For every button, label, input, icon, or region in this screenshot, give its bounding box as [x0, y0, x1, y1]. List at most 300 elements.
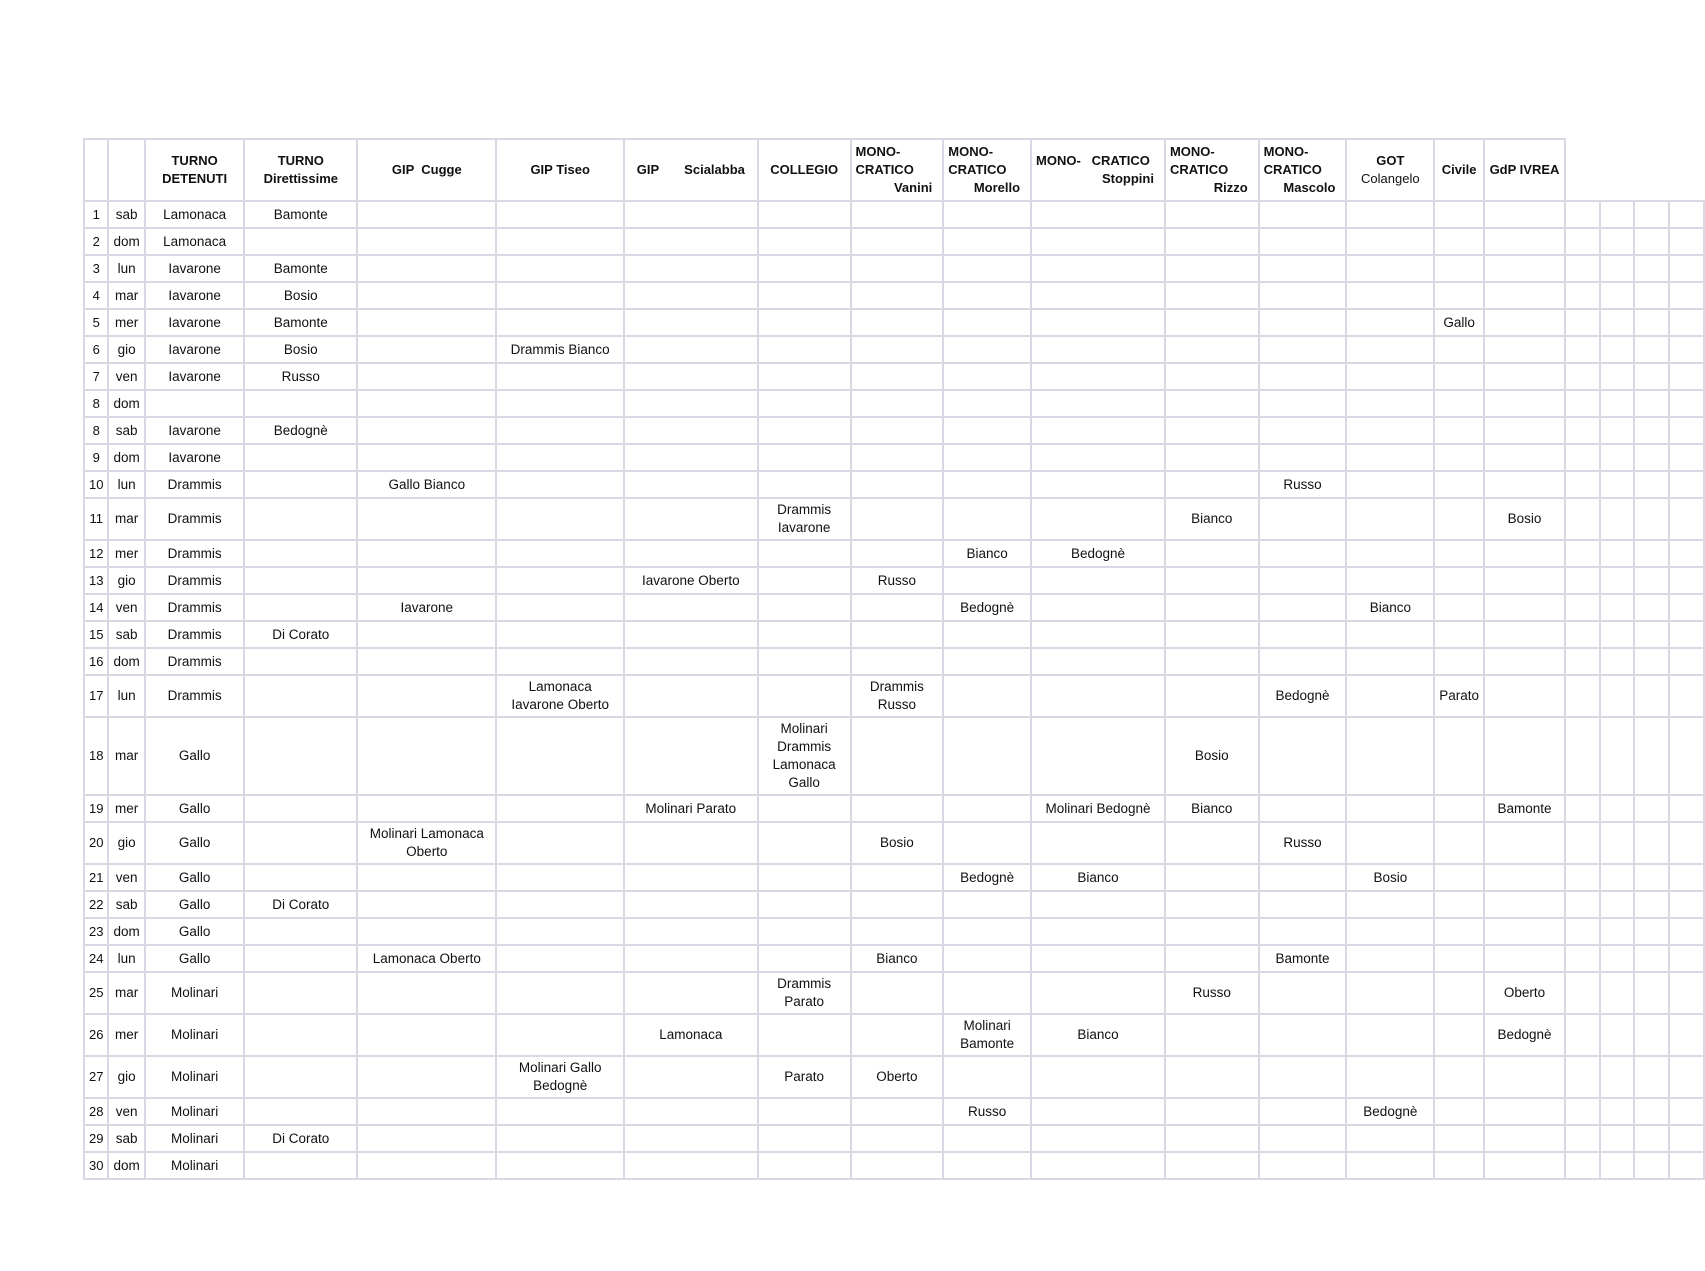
- cell-got-colangelo[interactable]: [1346, 228, 1434, 255]
- cell-mono-mascolo[interactable]: [1259, 918, 1347, 945]
- cell-mono-vanini[interactable]: [851, 1098, 944, 1125]
- cell-civile[interactable]: [1434, 567, 1484, 594]
- cell-extra-4[interactable]: [1669, 255, 1704, 282]
- cell-day-number[interactable]: 22: [84, 891, 108, 918]
- cell-extra-2[interactable]: [1600, 363, 1635, 390]
- cell-gip-cugge[interactable]: [357, 228, 496, 255]
- cell-extra-3[interactable]: [1634, 1014, 1669, 1056]
- cell-gip-scialabba[interactable]: [624, 540, 758, 567]
- cell-extra-1[interactable]: [1565, 309, 1600, 336]
- cell-got-colangelo[interactable]: [1346, 471, 1434, 498]
- cell-mono-morello[interactable]: [943, 1125, 1031, 1152]
- cell-mono-vanini[interactable]: [851, 891, 944, 918]
- cell-got-colangelo[interactable]: Bedognè: [1346, 1098, 1434, 1125]
- cell-turno-direttissime[interactable]: Di Corato: [244, 621, 357, 648]
- cell-mono-stoppini[interactable]: [1031, 282, 1165, 309]
- cell-mono-rizzo[interactable]: [1165, 648, 1259, 675]
- cell-mono-vanini[interactable]: [851, 795, 944, 822]
- cell-civile[interactable]: [1434, 594, 1484, 621]
- cell-got-colangelo[interactable]: [1346, 1125, 1434, 1152]
- cell-gip-tiseo[interactable]: [496, 567, 623, 594]
- cell-mono-rizzo[interactable]: Bianco: [1165, 795, 1259, 822]
- cell-weekday[interactable]: dom: [108, 444, 144, 471]
- cell-day-number[interactable]: 11: [84, 498, 108, 540]
- cell-weekday[interactable]: sab: [108, 201, 144, 228]
- cell-mono-rizzo[interactable]: [1165, 471, 1259, 498]
- cell-weekday[interactable]: ven: [108, 363, 144, 390]
- cell-gip-tiseo[interactable]: [496, 255, 623, 282]
- cell-weekday[interactable]: lun: [108, 255, 144, 282]
- cell-extra-2[interactable]: [1600, 540, 1635, 567]
- cell-mono-morello[interactable]: [943, 309, 1031, 336]
- cell-mono-rizzo[interactable]: [1165, 540, 1259, 567]
- cell-gip-tiseo[interactable]: [496, 201, 623, 228]
- cell-extra-1[interactable]: [1565, 891, 1600, 918]
- cell-mono-stoppini[interactable]: Bianco: [1031, 1014, 1165, 1056]
- cell-extra-4[interactable]: [1669, 1125, 1704, 1152]
- cell-extra-4[interactable]: [1669, 1098, 1704, 1125]
- cell-gdp-ivrea[interactable]: [1484, 471, 1565, 498]
- cell-gip-cugge[interactable]: [357, 1125, 496, 1152]
- cell-mono-morello[interactable]: [943, 336, 1031, 363]
- cell-weekday[interactable]: sab: [108, 621, 144, 648]
- cell-mono-vanini[interactable]: [851, 594, 944, 621]
- cell-gip-tiseo[interactable]: [496, 648, 623, 675]
- cell-mono-stoppini[interactable]: Bianco: [1031, 864, 1165, 891]
- cell-extra-2[interactable]: [1600, 648, 1635, 675]
- cell-mono-morello[interactable]: [943, 255, 1031, 282]
- cell-extra-3[interactable]: [1634, 1056, 1669, 1098]
- cell-weekday[interactable]: gio: [108, 336, 144, 363]
- cell-extra-1[interactable]: [1565, 945, 1600, 972]
- cell-weekday[interactable]: sab: [108, 891, 144, 918]
- cell-collegio[interactable]: [758, 1014, 851, 1056]
- cell-gip-tiseo[interactable]: [496, 891, 623, 918]
- cell-extra-1[interactable]: [1565, 594, 1600, 621]
- cell-extra-3[interactable]: [1634, 336, 1669, 363]
- cell-weekday[interactable]: dom: [108, 648, 144, 675]
- cell-turno-detenuti[interactable]: Drammis: [145, 471, 245, 498]
- cell-day-number[interactable]: 18: [84, 717, 108, 795]
- cell-weekday[interactable]: mer: [108, 540, 144, 567]
- cell-got-colangelo[interactable]: [1346, 972, 1434, 1014]
- cell-extra-1[interactable]: [1565, 822, 1600, 864]
- cell-mono-stoppini[interactable]: Molinari Bedognè: [1031, 795, 1165, 822]
- cell-got-colangelo[interactable]: [1346, 795, 1434, 822]
- cell-collegio[interactable]: Drammis Iavarone: [758, 498, 851, 540]
- cell-gdp-ivrea[interactable]: [1484, 1125, 1565, 1152]
- cell-mono-mascolo[interactable]: Russo: [1259, 822, 1347, 864]
- cell-extra-3[interactable]: [1634, 282, 1669, 309]
- cell-extra-3[interactable]: [1634, 201, 1669, 228]
- cell-gip-scialabba[interactable]: [624, 972, 758, 1014]
- cell-turno-direttissime[interactable]: Di Corato: [244, 891, 357, 918]
- cell-extra-4[interactable]: [1669, 891, 1704, 918]
- cell-gip-tiseo[interactable]: [496, 795, 623, 822]
- cell-mono-stoppini[interactable]: [1031, 567, 1165, 594]
- cell-day-number[interactable]: 19: [84, 795, 108, 822]
- cell-extra-1[interactable]: [1565, 1152, 1600, 1179]
- cell-mono-mascolo[interactable]: Bedognè: [1259, 675, 1347, 717]
- cell-gip-cugge[interactable]: [357, 621, 496, 648]
- cell-mono-stoppini[interactable]: [1031, 309, 1165, 336]
- cell-extra-4[interactable]: [1669, 336, 1704, 363]
- cell-turno-detenuti[interactable]: Gallo: [145, 795, 245, 822]
- cell-extra-2[interactable]: [1600, 1098, 1635, 1125]
- cell-weekday[interactable]: dom: [108, 390, 144, 417]
- cell-gdp-ivrea[interactable]: [1484, 621, 1565, 648]
- cell-gip-cugge[interactable]: [357, 1014, 496, 1056]
- cell-mono-mascolo[interactable]: [1259, 1125, 1347, 1152]
- cell-turno-detenuti[interactable]: Molinari: [145, 1014, 245, 1056]
- cell-gip-cugge[interactable]: [357, 1056, 496, 1098]
- cell-civile[interactable]: [1434, 795, 1484, 822]
- cell-mono-stoppini[interactable]: [1031, 945, 1165, 972]
- cell-got-colangelo[interactable]: [1346, 717, 1434, 795]
- cell-extra-4[interactable]: [1669, 945, 1704, 972]
- cell-extra-2[interactable]: [1600, 675, 1635, 717]
- cell-gip-tiseo[interactable]: [496, 1152, 623, 1179]
- cell-turno-detenuti[interactable]: Iavarone: [145, 336, 245, 363]
- cell-mono-morello[interactable]: [943, 822, 1031, 864]
- cell-civile[interactable]: [1434, 864, 1484, 891]
- cell-extra-2[interactable]: [1600, 471, 1635, 498]
- cell-mono-morello[interactable]: Molinari Bamonte: [943, 1014, 1031, 1056]
- cell-mono-mascolo[interactable]: [1259, 363, 1347, 390]
- cell-mono-rizzo[interactable]: [1165, 567, 1259, 594]
- cell-extra-1[interactable]: [1565, 972, 1600, 1014]
- cell-extra-3[interactable]: [1634, 795, 1669, 822]
- cell-mono-rizzo[interactable]: [1165, 1098, 1259, 1125]
- cell-collegio[interactable]: [758, 1152, 851, 1179]
- cell-mono-vanini[interactable]: [851, 390, 944, 417]
- cell-mono-vanini[interactable]: [851, 918, 944, 945]
- cell-weekday[interactable]: sab: [108, 1125, 144, 1152]
- cell-gip-tiseo[interactable]: [496, 1098, 623, 1125]
- cell-extra-1[interactable]: [1565, 621, 1600, 648]
- cell-gip-cugge[interactable]: [357, 1152, 496, 1179]
- cell-mono-stoppini[interactable]: [1031, 255, 1165, 282]
- cell-got-colangelo[interactable]: [1346, 498, 1434, 540]
- cell-mono-rizzo[interactable]: [1165, 309, 1259, 336]
- cell-extra-2[interactable]: [1600, 390, 1635, 417]
- cell-day-number[interactable]: 8: [84, 417, 108, 444]
- cell-mono-mascolo[interactable]: [1259, 594, 1347, 621]
- cell-mono-morello[interactable]: [943, 201, 1031, 228]
- cell-extra-3[interactable]: [1634, 822, 1669, 864]
- cell-turno-detenuti[interactable]: Gallo: [145, 717, 245, 795]
- cell-turno-direttissime[interactable]: [244, 471, 357, 498]
- cell-weekday[interactable]: mer: [108, 795, 144, 822]
- cell-gdp-ivrea[interactable]: [1484, 864, 1565, 891]
- cell-gip-tiseo[interactable]: [496, 309, 623, 336]
- cell-gdp-ivrea[interactable]: [1484, 567, 1565, 594]
- cell-got-colangelo[interactable]: Bianco: [1346, 594, 1434, 621]
- cell-weekday[interactable]: dom: [108, 228, 144, 255]
- cell-day-number[interactable]: 20: [84, 822, 108, 864]
- cell-gdp-ivrea[interactable]: [1484, 255, 1565, 282]
- cell-extra-3[interactable]: [1634, 228, 1669, 255]
- cell-mono-rizzo[interactable]: [1165, 417, 1259, 444]
- cell-extra-4[interactable]: [1669, 795, 1704, 822]
- cell-extra-1[interactable]: [1565, 1056, 1600, 1098]
- cell-gip-tiseo[interactable]: Drammis Bianco: [496, 336, 623, 363]
- cell-gdp-ivrea[interactable]: [1484, 891, 1565, 918]
- cell-got-colangelo[interactable]: [1346, 309, 1434, 336]
- cell-mono-morello[interactable]: [943, 918, 1031, 945]
- cell-gip-scialabba[interactable]: [624, 822, 758, 864]
- cell-gdp-ivrea[interactable]: [1484, 945, 1565, 972]
- cell-extra-4[interactable]: [1669, 498, 1704, 540]
- cell-gip-cugge[interactable]: [357, 795, 496, 822]
- cell-got-colangelo[interactable]: [1346, 363, 1434, 390]
- cell-gip-tiseo[interactable]: [496, 282, 623, 309]
- cell-mono-stoppini[interactable]: [1031, 891, 1165, 918]
- cell-gip-scialabba[interactable]: [624, 1056, 758, 1098]
- cell-mono-vanini[interactable]: [851, 621, 944, 648]
- cell-gip-scialabba[interactable]: [624, 201, 758, 228]
- cell-mono-morello[interactable]: Bedognè: [943, 864, 1031, 891]
- cell-extra-3[interactable]: [1634, 390, 1669, 417]
- cell-gip-scialabba[interactable]: [624, 594, 758, 621]
- cell-mono-mascolo[interactable]: [1259, 228, 1347, 255]
- cell-day-number[interactable]: 21: [84, 864, 108, 891]
- cell-mono-stoppini[interactable]: [1031, 336, 1165, 363]
- cell-civile[interactable]: [1434, 228, 1484, 255]
- cell-turno-direttissime[interactable]: [244, 567, 357, 594]
- cell-mono-morello[interactable]: [943, 228, 1031, 255]
- cell-civile[interactable]: [1434, 621, 1484, 648]
- cell-mono-morello[interactable]: [943, 363, 1031, 390]
- cell-mono-stoppini[interactable]: [1031, 822, 1165, 864]
- cell-day-number[interactable]: 25: [84, 972, 108, 1014]
- cell-turno-direttissime[interactable]: [244, 864, 357, 891]
- cell-day-number[interactable]: 12: [84, 540, 108, 567]
- cell-gip-cugge[interactable]: [357, 363, 496, 390]
- cell-turno-direttissime[interactable]: Bamonte: [244, 201, 357, 228]
- cell-collegio[interactable]: [758, 201, 851, 228]
- cell-day-number[interactable]: 24: [84, 945, 108, 972]
- cell-turno-direttissime[interactable]: [244, 918, 357, 945]
- cell-extra-1[interactable]: [1565, 390, 1600, 417]
- cell-weekday[interactable]: ven: [108, 594, 144, 621]
- cell-gip-cugge[interactable]: [357, 1098, 496, 1125]
- cell-civile[interactable]: [1434, 918, 1484, 945]
- cell-turno-direttissime[interactable]: [244, 795, 357, 822]
- cell-mono-rizzo[interactable]: [1165, 228, 1259, 255]
- cell-civile[interactable]: [1434, 1014, 1484, 1056]
- cell-mono-mascolo[interactable]: [1259, 648, 1347, 675]
- cell-extra-4[interactable]: [1669, 444, 1704, 471]
- cell-mono-stoppini[interactable]: [1031, 1056, 1165, 1098]
- cell-mono-mascolo[interactable]: [1259, 1056, 1347, 1098]
- cell-mono-vanini[interactable]: [851, 336, 944, 363]
- cell-civile[interactable]: [1434, 1098, 1484, 1125]
- cell-got-colangelo[interactable]: [1346, 648, 1434, 675]
- cell-mono-mascolo[interactable]: [1259, 444, 1347, 471]
- cell-mono-mascolo[interactable]: [1259, 255, 1347, 282]
- cell-gip-tiseo[interactable]: [496, 417, 623, 444]
- cell-mono-mascolo[interactable]: [1259, 891, 1347, 918]
- cell-collegio[interactable]: [758, 864, 851, 891]
- cell-mono-mascolo[interactable]: [1259, 621, 1347, 648]
- cell-mono-stoppini[interactable]: [1031, 717, 1165, 795]
- cell-gip-cugge[interactable]: [357, 540, 496, 567]
- cell-civile[interactable]: [1434, 417, 1484, 444]
- cell-extra-2[interactable]: [1600, 567, 1635, 594]
- cell-turno-detenuti[interactable]: Iavarone: [145, 444, 245, 471]
- cell-mono-morello[interactable]: [943, 675, 1031, 717]
- cell-turno-detenuti[interactable]: Gallo: [145, 864, 245, 891]
- cell-gip-cugge[interactable]: [357, 417, 496, 444]
- cell-turno-direttissime[interactable]: [244, 717, 357, 795]
- cell-collegio[interactable]: [758, 471, 851, 498]
- cell-collegio[interactable]: [758, 363, 851, 390]
- cell-mono-vanini[interactable]: [851, 201, 944, 228]
- cell-weekday[interactable]: lun: [108, 471, 144, 498]
- cell-gip-scialabba[interactable]: [624, 648, 758, 675]
- cell-civile[interactable]: Gallo: [1434, 309, 1484, 336]
- cell-mono-morello[interactable]: [943, 891, 1031, 918]
- cell-civile[interactable]: [1434, 471, 1484, 498]
- cell-gip-cugge[interactable]: [357, 675, 496, 717]
- cell-mono-stoppini[interactable]: [1031, 594, 1165, 621]
- cell-mono-vanini[interactable]: [851, 1014, 944, 1056]
- cell-mono-vanini[interactable]: [851, 363, 944, 390]
- cell-got-colangelo[interactable]: [1346, 918, 1434, 945]
- cell-extra-3[interactable]: [1634, 1098, 1669, 1125]
- cell-mono-mascolo[interactable]: [1259, 201, 1347, 228]
- cell-extra-4[interactable]: [1669, 309, 1704, 336]
- cell-gdp-ivrea[interactable]: [1484, 594, 1565, 621]
- cell-got-colangelo[interactable]: [1346, 891, 1434, 918]
- cell-mono-vanini[interactable]: [851, 1152, 944, 1179]
- cell-day-number[interactable]: 1: [84, 201, 108, 228]
- cell-mono-rizzo[interactable]: [1165, 1056, 1259, 1098]
- cell-extra-1[interactable]: [1565, 1125, 1600, 1152]
- cell-collegio[interactable]: [758, 390, 851, 417]
- cell-gip-cugge[interactable]: [357, 972, 496, 1014]
- cell-extra-4[interactable]: [1669, 567, 1704, 594]
- cell-collegio[interactable]: [758, 648, 851, 675]
- cell-day-number[interactable]: 13: [84, 567, 108, 594]
- cell-mono-rizzo[interactable]: [1165, 444, 1259, 471]
- cell-extra-2[interactable]: [1600, 1125, 1635, 1152]
- cell-day-number[interactable]: 4: [84, 282, 108, 309]
- cell-collegio[interactable]: [758, 945, 851, 972]
- cell-mono-mascolo[interactable]: [1259, 972, 1347, 1014]
- cell-civile[interactable]: [1434, 282, 1484, 309]
- cell-mono-mascolo[interactable]: Russo: [1259, 471, 1347, 498]
- cell-extra-2[interactable]: [1600, 945, 1635, 972]
- cell-extra-2[interactable]: [1600, 1014, 1635, 1056]
- cell-weekday[interactable]: lun: [108, 675, 144, 717]
- cell-mono-stoppini[interactable]: [1031, 1098, 1165, 1125]
- cell-civile[interactable]: [1434, 444, 1484, 471]
- cell-mono-rizzo[interactable]: [1165, 918, 1259, 945]
- cell-turno-detenuti[interactable]: Lamonaca: [145, 201, 245, 228]
- cell-mono-mascolo[interactable]: Bamonte: [1259, 945, 1347, 972]
- cell-extra-4[interactable]: [1669, 540, 1704, 567]
- cell-turno-detenuti[interactable]: Drammis: [145, 498, 245, 540]
- cell-extra-1[interactable]: [1565, 471, 1600, 498]
- cell-turno-detenuti[interactable]: Gallo: [145, 918, 245, 945]
- cell-mono-mascolo[interactable]: [1259, 1152, 1347, 1179]
- cell-gdp-ivrea[interactable]: [1484, 717, 1565, 795]
- cell-extra-2[interactable]: [1600, 201, 1635, 228]
- cell-gip-cugge[interactable]: Lamonaca Oberto: [357, 945, 496, 972]
- cell-mono-morello[interactable]: [943, 648, 1031, 675]
- cell-gdp-ivrea[interactable]: [1484, 390, 1565, 417]
- cell-got-colangelo[interactable]: [1346, 945, 1434, 972]
- cell-mono-vanini[interactable]: Drammis Russo: [851, 675, 944, 717]
- cell-mono-stoppini[interactable]: [1031, 918, 1165, 945]
- cell-civile[interactable]: [1434, 1125, 1484, 1152]
- cell-civile[interactable]: [1434, 972, 1484, 1014]
- cell-gdp-ivrea[interactable]: [1484, 282, 1565, 309]
- cell-mono-mascolo[interactable]: [1259, 1014, 1347, 1056]
- cell-mono-vanini[interactable]: [851, 540, 944, 567]
- cell-turno-detenuti[interactable]: Molinari: [145, 972, 245, 1014]
- cell-mono-rizzo[interactable]: [1165, 1125, 1259, 1152]
- cell-got-colangelo[interactable]: [1346, 336, 1434, 363]
- cell-extra-3[interactable]: [1634, 972, 1669, 1014]
- cell-turno-direttissime[interactable]: [244, 390, 357, 417]
- cell-civile[interactable]: [1434, 390, 1484, 417]
- cell-collegio[interactable]: [758, 309, 851, 336]
- cell-gip-scialabba[interactable]: [624, 390, 758, 417]
- cell-mono-morello[interactable]: [943, 417, 1031, 444]
- cell-civile[interactable]: [1434, 363, 1484, 390]
- cell-extra-1[interactable]: [1565, 255, 1600, 282]
- cell-mono-rizzo[interactable]: Russo: [1165, 972, 1259, 1014]
- cell-turno-detenuti[interactable]: Drammis: [145, 594, 245, 621]
- cell-mono-vanini[interactable]: [851, 972, 944, 1014]
- cell-extra-3[interactable]: [1634, 444, 1669, 471]
- cell-mono-vanini[interactable]: [851, 1125, 944, 1152]
- cell-turno-direttissime[interactable]: [244, 1014, 357, 1056]
- cell-extra-4[interactable]: [1669, 417, 1704, 444]
- cell-extra-4[interactable]: [1669, 972, 1704, 1014]
- cell-extra-4[interactable]: [1669, 228, 1704, 255]
- cell-mono-morello[interactable]: [943, 471, 1031, 498]
- cell-collegio[interactable]: Molinari Drammis Lamonaca Gallo: [758, 717, 851, 795]
- cell-mono-rizzo[interactable]: [1165, 1014, 1259, 1056]
- cell-mono-stoppini[interactable]: [1031, 363, 1165, 390]
- cell-gip-tiseo[interactable]: [496, 498, 623, 540]
- cell-collegio[interactable]: [758, 336, 851, 363]
- cell-extra-2[interactable]: [1600, 918, 1635, 945]
- cell-civile[interactable]: [1434, 540, 1484, 567]
- cell-gip-cugge[interactable]: [357, 864, 496, 891]
- cell-extra-4[interactable]: [1669, 717, 1704, 795]
- cell-mono-rizzo[interactable]: [1165, 675, 1259, 717]
- cell-turno-detenuti[interactable]: Gallo: [145, 822, 245, 864]
- cell-mono-morello[interactable]: [943, 621, 1031, 648]
- cell-turno-detenuti[interactable]: Molinari: [145, 1098, 245, 1125]
- cell-turno-detenuti[interactable]: Drammis: [145, 648, 245, 675]
- cell-mono-stoppini[interactable]: Bedognè: [1031, 540, 1165, 567]
- cell-civile[interactable]: [1434, 1152, 1484, 1179]
- cell-extra-1[interactable]: [1565, 675, 1600, 717]
- cell-day-number[interactable]: 29: [84, 1125, 108, 1152]
- cell-extra-4[interactable]: [1669, 864, 1704, 891]
- cell-gdp-ivrea[interactable]: Bedognè: [1484, 1014, 1565, 1056]
- cell-civile[interactable]: [1434, 498, 1484, 540]
- cell-turno-detenuti[interactable]: Iavarone: [145, 282, 245, 309]
- cell-mono-mascolo[interactable]: [1259, 1098, 1347, 1125]
- cell-civile[interactable]: [1434, 648, 1484, 675]
